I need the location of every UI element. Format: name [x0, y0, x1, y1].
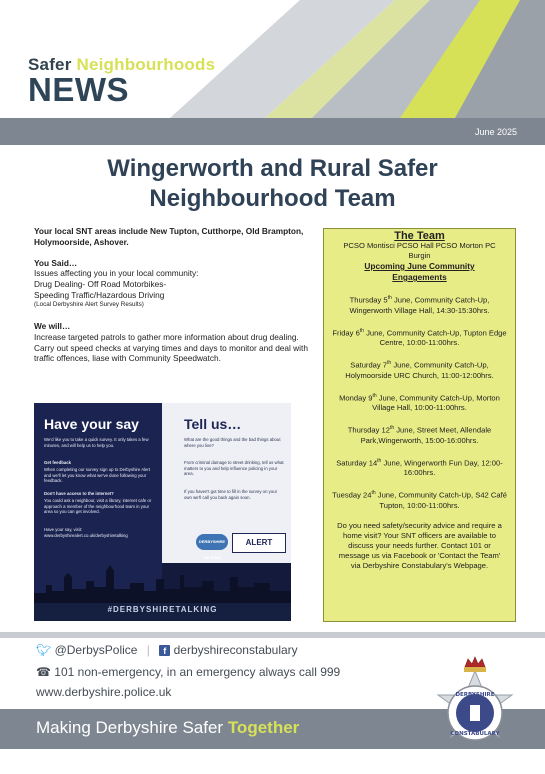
event-item: Thursday 5th June, Community Catch-Up, Wingerworth Village Hall, 14:30-15:30hrs. [349, 295, 490, 315]
poster-heading-right: Tell us… [184, 416, 242, 432]
issue-date: June 2025 [474, 127, 517, 137]
poster-feedback-heading: Get feedback [44, 460, 71, 465]
derbyshire-alert-logo: ALERT [232, 533, 286, 553]
brand-title: Safer Neighbourhoods [28, 55, 216, 74]
events-heading: Upcoming June Community Engagements [364, 261, 475, 282]
police-crest-icon [420, 655, 530, 767]
left-column [34, 226, 309, 364]
snt-areas: Your local SNT areas include New Tupton, Cutthorpe, Old Brampton, Holymoorside, Ashover. [34, 226, 304, 247]
title-line-2: Neighbourhood Team [149, 185, 396, 212]
title-line-1: Wingerworth and Rural Safer [107, 155, 438, 182]
poster-access-heading: Don't have access to the internet? [44, 491, 114, 496]
poster-question-3: If you haven't got time to fill in the survey on your own we'll call you back again soon. [184, 489, 278, 500]
team-heading: The Team [394, 230, 445, 242]
brand-news: NEWS [28, 71, 129, 108]
header [0, 0, 545, 145]
event-item: Saturday 14th June, Wingerworth Fun Day, 12:00-16:00hrs. [336, 457, 503, 478]
page-title [60, 154, 485, 214]
poster-visit-url: www.derbyshirealert.co.uk/derbyshiretalking [44, 533, 128, 538]
footer-divider [0, 632, 545, 638]
issue-2: Speeding Traffic/Hazardous Driving [34, 289, 165, 300]
poster-hashtag: #DERBYSHIRETALKING [107, 605, 218, 614]
social-separator: | [146, 643, 150, 657]
crest-text-top: DERBYSHIRE [455, 692, 495, 698]
we-will-1: Increase targeted patrols to gather more information about drug dealing. [34, 331, 299, 342]
phone-icon: ☎︎ [36, 665, 51, 679]
poster-question-2: From criminal damage to street drinking, tell us what matters to you and help influence policing in your area. [184, 460, 284, 477]
social-links [36, 643, 298, 657]
poster-text-3: You could ask a neighbour, visit a library, internet cafe or approach a member of the neighbourhood team in your area so you can get involved. [44, 498, 152, 514]
advice-text: Do you need safety/security advice and require a home visit? Your SNT officers are available to discuss your needs further. Contact 101 or message us via Facebook or 'Contact the Team' via Derbyshire Constabulary's Webpage. [337, 520, 502, 570]
poster-question-1: What are the good things and the bad things about where you live? [184, 437, 281, 448]
footer-slogan: Making Derbyshire Safer Together [36, 718, 300, 737]
poster-text-1: We'd like you to take a quick survey. It only takes a few minutes, and will help us to help you. [44, 437, 149, 448]
you-said-heading: You Said… [34, 257, 78, 268]
team-box [323, 228, 516, 622]
website-link[interactable]: www.derbyshire.police.uk [36, 685, 172, 699]
header-bar [0, 118, 545, 145]
team-members: PCSO Montisci PCSO Hall PCSO Morton PC Burgin [343, 241, 496, 260]
phone-line [36, 665, 340, 679]
events-list [324, 293, 515, 571]
event-item: Thursday 12th June, Street Meet, Allendale Park,Wingerworth, 15:00-16:00hrs. [347, 425, 492, 445]
twitter-icon: 🐦︎ [36, 643, 52, 657]
survey-source: (Local Derbyshire Alert Survey Results) [34, 301, 144, 309]
you-said-text: Issues affecting you in your local community: [34, 268, 199, 279]
we-will-heading: We will… [34, 321, 71, 332]
twitter-handle[interactable]: @DerbysPolice [54, 643, 138, 657]
crest-text-bottom: CONSTABULARY [450, 731, 500, 737]
event-item: Friday 6th June, Community Catch-Up, Tupton Edge Centre, 10:00-11:00hrs. [332, 327, 507, 348]
poster-heading-left: Have your say [44, 416, 139, 432]
skyline-silhouette [34, 563, 291, 605]
poster-visit-label: Have your say, visit: [44, 527, 83, 532]
facebook-icon: f [159, 645, 170, 656]
event-item: Saturday 7th June, Community Catch-Up, Holymoorside URC Church, 11:00-12:00hrs. [345, 360, 494, 380]
event-item: Monday 9th June, Community Catch-Up, Morton Village Hall, 10:00-11:00hrs. [339, 392, 500, 413]
phone-text: 101 non-emergency, in an emergency always call 999 [54, 665, 341, 679]
event-item: Tuesday 24th June, Community Catch-Up, S42 Café Tupton, 10:00-11:00hrs. [332, 490, 507, 510]
issue-1: Drug Dealing- Off Road Motorbikes- [34, 278, 167, 289]
facebook-handle[interactable]: derbyshireconstabulary [173, 643, 298, 657]
poster-text-2: When completing our survey sign up to Derbyshire Alert and we'll let you know what we've done following your feedback. [44, 467, 151, 483]
derbyshire-talking-logo: DERBYSHIRE TALKING [196, 534, 228, 550]
we-will-2: Carry out speed checks at varying times and days to monitor and deal with traffic offences, liase with Community Speedwatch. [34, 342, 308, 364]
survey-poster [34, 403, 291, 621]
